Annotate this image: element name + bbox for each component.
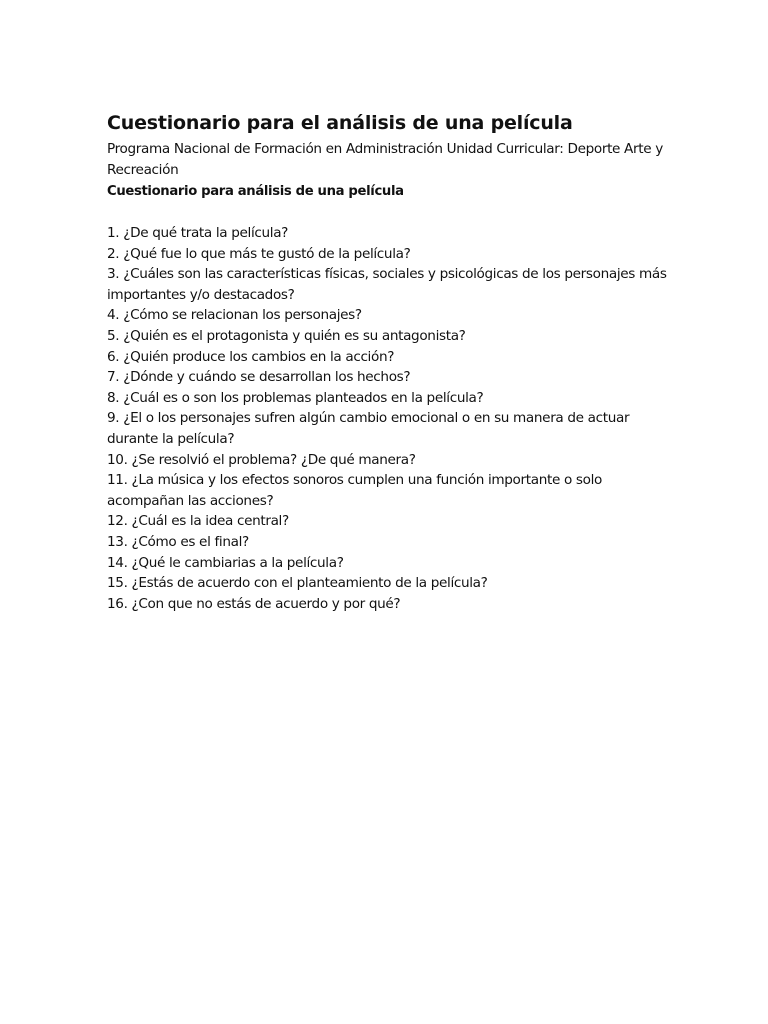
question-item: 14. ¿Qué le cambiarias a la película? <box>107 554 344 571</box>
question-item: 12. ¿Cuál es la idea central? <box>107 513 289 530</box>
question-item: 13. ¿Cómo es el final? <box>107 533 249 550</box>
question-item: 10. ¿Se resolvió el problema? ¿De qué manera? <box>107 451 416 468</box>
question-item: 7. ¿Dónde y cuándo se desarrollan los hechos? <box>107 369 411 386</box>
question-item: 2. ¿Qué fue lo que más te gustó de la película? <box>107 245 411 262</box>
question-item: 11. ¿La música y los efectos sonoros cumplen una función importante o solo acompañan las acciones? <box>107 472 602 509</box>
document-page <box>107 110 667 614</box>
question-item: 1. ¿De qué trata la película? <box>107 225 289 241</box>
question-item: 6. ¿Quién produce los cambios en la acción? <box>107 348 395 365</box>
question-item: 8. ¿Cuál es o son los problemas planteados en la película? <box>107 389 484 406</box>
document-subtitle: Programa Nacional de Formación en Administración Unidad Curricular: Deporte Arte y Recreación <box>107 141 663 178</box>
question-item: 5. ¿Quién es el protagonista y quién es su antagonista? <box>107 327 466 344</box>
question-item: 3. ¿Cuáles son las características físicas, sociales y psicológicas de los personajes más importantes y/o destacados? <box>107 266 667 303</box>
section-heading: Cuestionario para análisis de una película <box>107 184 404 199</box>
question-item: 16. ¿Con que no estás de acuerdo y por qué? <box>107 595 401 612</box>
question-item: 15. ¿Estás de acuerdo con el planteamiento de la película? <box>107 575 488 592</box>
question-item: 9. ¿El o los personajes sufren algún cambio emocional o en su manera de actuar durante la película? <box>107 410 630 447</box>
question-list <box>107 223 667 614</box>
document-title: Cuestionario para el análisis de una película <box>107 112 573 134</box>
question-item: 4. ¿Cómo se relacionan los personajes? <box>107 307 362 324</box>
